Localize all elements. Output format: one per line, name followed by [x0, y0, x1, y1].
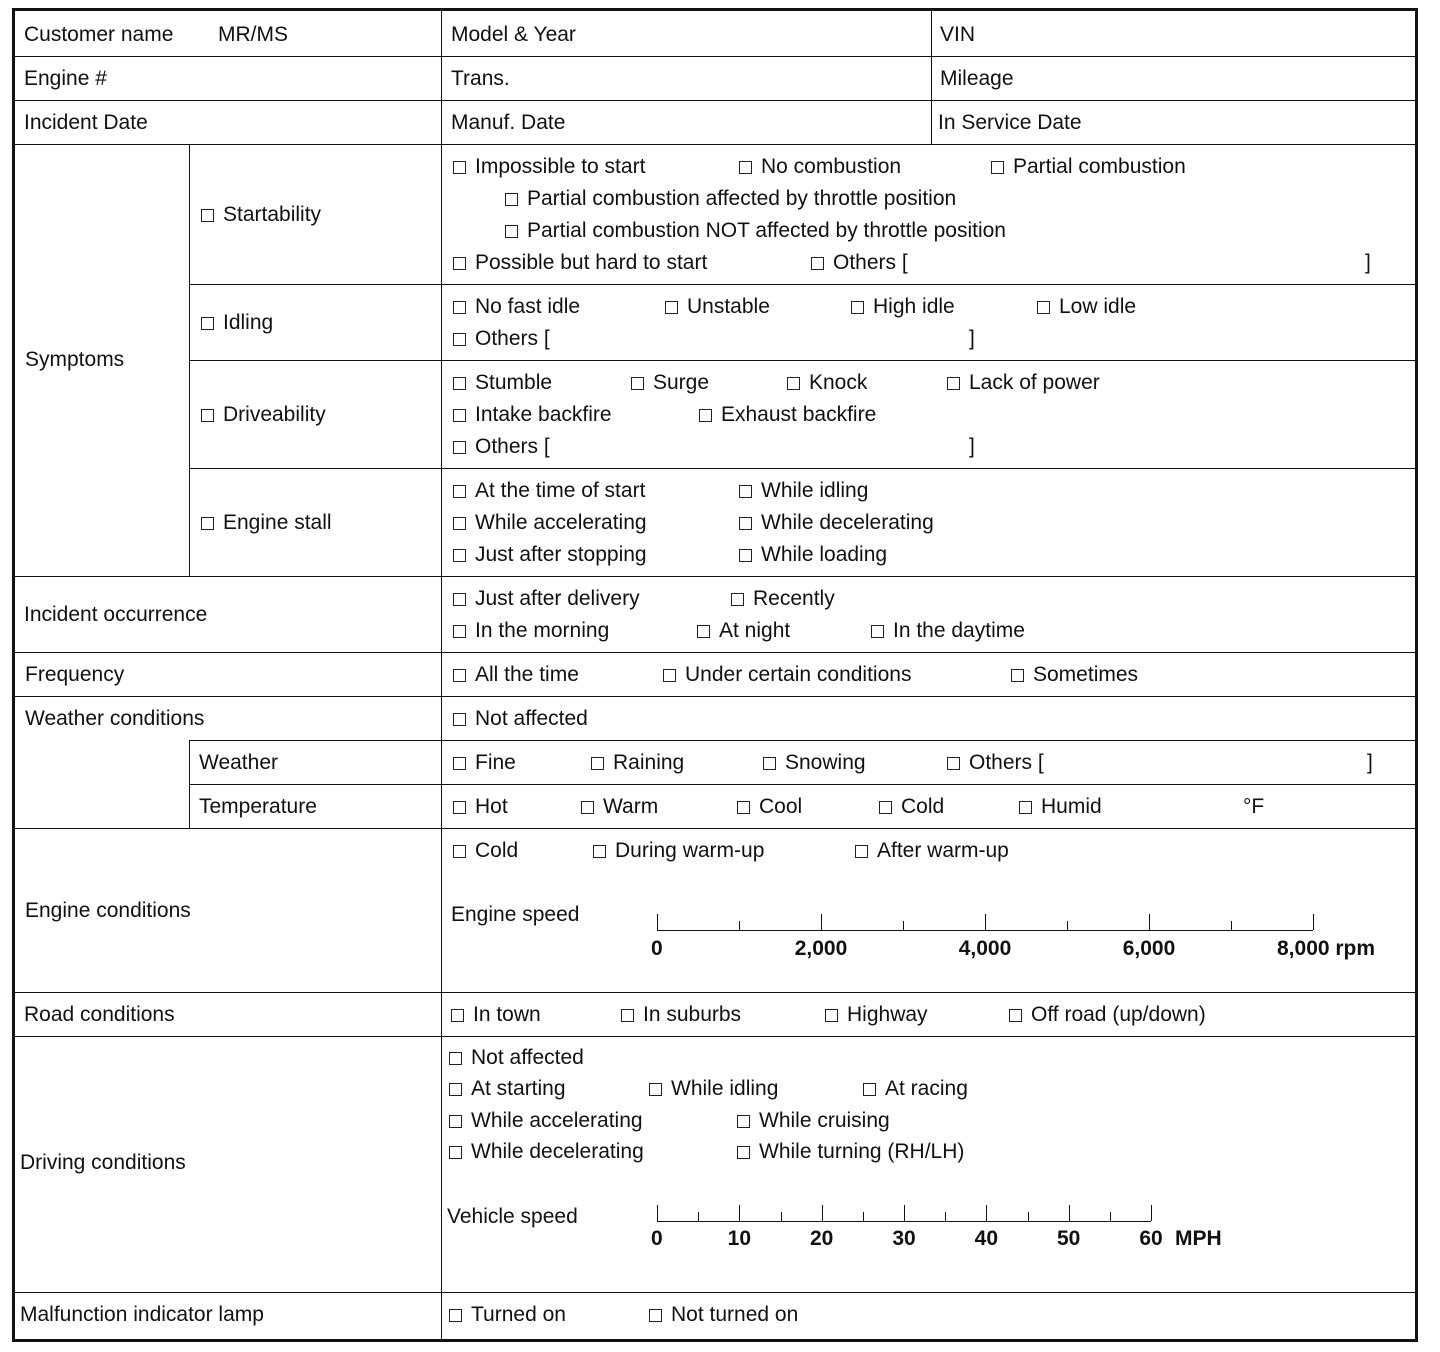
- mileage-label: Mileage: [940, 67, 1014, 90]
- checkbox-icon: [453, 301, 466, 314]
- temperature-unit: °F: [1243, 795, 1265, 818]
- checkbox-icon: [621, 1009, 634, 1022]
- option-checkbox[interactable]: High idle: [851, 295, 955, 319]
- option-checkbox[interactable]: Cool: [737, 795, 802, 819]
- scale-tick-label: 30: [892, 1227, 916, 1250]
- option-checkbox[interactable]: Just after delivery: [453, 587, 640, 611]
- driving-conditions-label: Driving conditions: [20, 1151, 186, 1174]
- row-divider: [15, 652, 1418, 653]
- checkbox-icon: [855, 845, 868, 858]
- row-divider: [15, 576, 1418, 577]
- checkbox-icon: [453, 549, 466, 562]
- vehicle-speed-label: Vehicle speed: [447, 1205, 578, 1228]
- option-checkbox[interactable]: While loading: [739, 543, 887, 567]
- option-checkbox[interactable]: Humid: [1019, 795, 1102, 819]
- scale-major-tick: [904, 1205, 905, 1221]
- model-year-label: Model & Year: [451, 23, 576, 46]
- scale-major-tick: [1149, 914, 1150, 930]
- option-checkbox[interactable]: Fine: [453, 751, 516, 775]
- option-checkbox[interactable]: At night: [697, 619, 790, 643]
- option-checkbox[interactable]: Lack of power: [947, 371, 1100, 395]
- checkbox-icon: [201, 517, 214, 530]
- scale-axis-line: [657, 1221, 1151, 1222]
- checkbox-icon: [731, 593, 744, 606]
- option-checkbox[interactable]: No combustion: [739, 155, 901, 179]
- option-checkbox[interactable]: While turning (RH/LH): [737, 1140, 964, 1164]
- row-divider: [15, 1036, 1418, 1037]
- checkbox-icon: [879, 801, 892, 814]
- checkbox-icon: [453, 713, 466, 726]
- scale-tick-label: 0: [651, 937, 663, 960]
- checkbox-icon: [453, 377, 466, 390]
- checkbox-icon: [453, 801, 466, 814]
- others-checkbox[interactable]: Others [: [453, 435, 550, 459]
- option-checkbox[interactable]: At starting: [449, 1077, 566, 1101]
- checkbox-icon: [739, 485, 752, 498]
- row-divider: [15, 56, 1418, 57]
- checkbox-icon: [811, 257, 824, 270]
- option-checkbox[interactable]: Unstable: [665, 295, 770, 319]
- option-checkbox[interactable]: While accelerating: [449, 1109, 643, 1133]
- checkbox-icon: [453, 669, 466, 682]
- option-checkbox[interactable]: After warm-up: [855, 839, 1009, 863]
- checkbox-icon: [863, 1083, 876, 1096]
- weather-conditions-label: Weather conditions: [25, 707, 205, 730]
- vin-label: VIN: [940, 23, 976, 46]
- option-checkbox[interactable]: Not turned on: [649, 1303, 798, 1327]
- checkbox-icon: [763, 757, 776, 770]
- close-bracket: ]: [1365, 251, 1371, 274]
- scale-minor-tick: [739, 921, 740, 930]
- scale-major-tick: [1069, 1205, 1070, 1221]
- scale-minor-tick: [903, 921, 904, 930]
- diagnostic-worksheet: [12, 8, 1418, 1342]
- checkbox-icon: [739, 161, 752, 174]
- checkbox-icon: [449, 1115, 462, 1128]
- option-checkbox[interactable]: While accelerating: [453, 511, 647, 535]
- idling-checkbox[interactable]: Idling: [201, 311, 273, 335]
- trans-label: Trans.: [451, 67, 510, 90]
- option-checkbox[interactable]: Stumble: [453, 371, 552, 395]
- row-divider: [189, 284, 1418, 285]
- scale-minor-tick: [1231, 921, 1232, 930]
- checkbox-icon: [991, 161, 1004, 174]
- scale-major-tick: [986, 1205, 987, 1221]
- option-checkbox[interactable]: Recently: [731, 587, 835, 611]
- checkbox-icon: [649, 1309, 662, 1322]
- scale-minor-tick: [781, 1212, 782, 1221]
- column-divider: [441, 11, 442, 1342]
- option-checkbox[interactable]: Warm: [581, 795, 658, 819]
- checkbox-icon: [1019, 801, 1032, 814]
- checkbox-icon: [453, 625, 466, 638]
- scale-major-tick: [822, 1205, 823, 1221]
- checkbox-icon: [737, 1146, 750, 1159]
- option-checkbox[interactable]: At racing: [863, 1077, 968, 1101]
- checkbox-icon: [825, 1009, 838, 1022]
- option-checkbox[interactable]: Intake backfire: [453, 403, 612, 427]
- scale-minor-tick: [863, 1212, 864, 1221]
- row-divider: [189, 740, 1418, 741]
- scale-major-tick: [657, 1205, 658, 1221]
- engine-number-label: Engine #: [24, 67, 107, 90]
- manuf-date-label: Manuf. Date: [451, 111, 566, 134]
- scale-tick-label: 20: [809, 1227, 834, 1250]
- option-checkbox[interactable]: Off road (up/down): [1009, 1003, 1206, 1027]
- option-checkbox[interactable]: Raining: [591, 751, 684, 775]
- option-checkbox[interactable]: In the morning: [453, 619, 609, 643]
- scale-unit-label: MPH: [1175, 1227, 1222, 1250]
- checkbox-icon: [453, 441, 466, 454]
- checkbox-icon: [851, 301, 864, 314]
- option-checkbox[interactable]: All the time: [453, 663, 579, 687]
- checkbox-icon: [665, 301, 678, 314]
- road-conditions-label: Road conditions: [24, 1003, 175, 1026]
- option-checkbox[interactable]: Low idle: [1037, 295, 1136, 319]
- option-checkbox[interactable]: Partial combustion: [991, 155, 1186, 179]
- checkbox-icon: [871, 625, 884, 638]
- not-affected-checkbox[interactable]: Not affected: [453, 707, 588, 731]
- row-divider: [15, 1292, 1418, 1293]
- option-checkbox[interactable]: Impossible to start: [453, 155, 645, 179]
- in-service-date-label: In Service Date: [938, 111, 1082, 134]
- option-checkbox[interactable]: Sometimes: [1011, 663, 1138, 687]
- option-checkbox[interactable]: Under certain conditions: [663, 663, 911, 687]
- row-divider: [15, 144, 1418, 145]
- option-checkbox[interactable]: While decelerating: [449, 1140, 644, 1164]
- engine-stall-checkbox[interactable]: Engine stall: [201, 511, 332, 535]
- scale-minor-tick: [1110, 1212, 1111, 1221]
- option-checkbox[interactable]: No fast idle: [453, 295, 580, 319]
- option-checkbox[interactable]: During warm-up: [593, 839, 764, 863]
- checkbox-icon: [581, 801, 594, 814]
- scale-major-tick: [1313, 914, 1314, 930]
- checkbox-icon: [663, 669, 676, 682]
- checkbox-icon: [739, 517, 752, 530]
- scale-major-tick: [657, 914, 658, 930]
- incident-occurrence-label: Incident occurrence: [24, 603, 208, 626]
- close-bracket: ]: [969, 327, 975, 350]
- checkbox-icon: [449, 1146, 462, 1159]
- option-checkbox[interactable]: Partial combustion affected by throttle position: [505, 187, 956, 211]
- incident-date-label: Incident Date: [24, 111, 148, 134]
- row-divider: [15, 828, 1418, 829]
- scale-axis-line: [657, 930, 1313, 931]
- row-divider: [15, 100, 1418, 101]
- checkbox-icon: [505, 225, 518, 238]
- scale-tick-label: 2,000: [794, 937, 848, 960]
- close-bracket: ]: [1367, 751, 1373, 774]
- column-divider: [931, 11, 932, 144]
- checkbox-icon: [453, 593, 466, 606]
- row-divider: [15, 696, 1418, 697]
- checkbox-icon: [451, 1009, 464, 1022]
- checkbox-icon: [453, 845, 466, 858]
- option-checkbox[interactable]: Surge: [631, 371, 709, 395]
- option-checkbox[interactable]: Highway: [825, 1003, 928, 1027]
- checkbox-icon: [453, 409, 466, 422]
- checkbox-icon: [593, 845, 606, 858]
- scale-major-tick: [821, 914, 822, 930]
- scale-tick-label: 0: [651, 1227, 663, 1250]
- startability-checkbox[interactable]: Startability: [201, 203, 321, 227]
- checkbox-icon: [947, 757, 960, 770]
- customer-name-label: Customer name: [24, 23, 174, 46]
- temperature-label: Temperature: [199, 795, 317, 818]
- option-checkbox[interactable]: While cruising: [737, 1109, 890, 1133]
- option-checkbox[interactable]: Exhaust backfire: [699, 403, 876, 427]
- option-checkbox[interactable]: In town: [451, 1003, 541, 1027]
- checkbox-icon: [201, 317, 214, 330]
- symptoms-label: Symptoms: [25, 348, 125, 371]
- scale-tick-label: 8,000 rpm: [1277, 937, 1376, 960]
- checkbox-icon: [453, 757, 466, 770]
- row-divider: [189, 468, 1418, 469]
- option-checkbox[interactable]: Just after stopping: [453, 543, 647, 567]
- checkbox-icon: [787, 377, 800, 390]
- checkbox-icon: [453, 517, 466, 530]
- checkbox-icon: [201, 409, 214, 422]
- scale-minor-tick: [1067, 921, 1068, 930]
- checkbox-icon: [739, 549, 752, 562]
- option-checkbox[interactable]: Not affected: [449, 1046, 584, 1070]
- scale-tick-label: 4,000: [958, 937, 1012, 960]
- option-checkbox[interactable]: While idling: [739, 479, 868, 503]
- checkbox-icon: [453, 333, 466, 346]
- mr-ms-label: MR/MS: [218, 23, 288, 46]
- checkbox-icon: [449, 1309, 462, 1322]
- option-checkbox[interactable]: While decelerating: [739, 511, 934, 535]
- column-divider: [189, 740, 190, 828]
- engine-conditions-label: Engine conditions: [25, 899, 191, 922]
- checkbox-icon: [449, 1083, 462, 1096]
- scale-minor-tick: [945, 1212, 946, 1221]
- close-bracket: ]: [969, 435, 975, 458]
- scale-major-tick: [985, 914, 986, 930]
- scale-tick-label: 40: [974, 1227, 999, 1250]
- others-checkbox[interactable]: Others [: [453, 327, 550, 351]
- option-checkbox[interactable]: Hot: [453, 795, 508, 819]
- scale-tick-label: 6,000: [1122, 937, 1176, 960]
- column-divider: [189, 144, 190, 576]
- option-checkbox[interactable]: Snowing: [763, 751, 866, 775]
- scale-major-tick: [739, 1205, 740, 1221]
- option-checkbox[interactable]: Partial combustion NOT affected by throttle position: [505, 219, 1006, 243]
- others-checkbox[interactable]: Others [: [811, 251, 908, 275]
- weather-label: Weather: [199, 751, 278, 774]
- checkbox-icon: [449, 1052, 462, 1065]
- checkbox-icon: [631, 377, 644, 390]
- checkbox-icon: [699, 409, 712, 422]
- checkbox-icon: [591, 757, 604, 770]
- option-checkbox[interactable]: In suburbs: [621, 1003, 741, 1027]
- scale-tick-label: 10: [727, 1227, 752, 1250]
- option-checkbox[interactable]: Cold: [453, 839, 518, 863]
- checkbox-icon: [453, 257, 466, 270]
- option-checkbox[interactable]: At the time of start: [453, 479, 645, 503]
- option-checkbox[interactable]: Cold: [879, 795, 944, 819]
- option-checkbox[interactable]: While idling: [649, 1077, 778, 1101]
- others-checkbox[interactable]: Others [: [947, 751, 1044, 775]
- checkbox-icon: [453, 161, 466, 174]
- checkbox-icon: [947, 377, 960, 390]
- scale-major-tick: [1151, 1205, 1152, 1221]
- option-checkbox[interactable]: Possible but hard to start: [453, 251, 707, 275]
- scale-tick-label: 50: [1056, 1227, 1081, 1250]
- row-divider: [189, 784, 1418, 785]
- engine-speed-label: Engine speed: [451, 903, 580, 926]
- option-checkbox[interactable]: Knock: [787, 371, 867, 395]
- option-checkbox[interactable]: In the daytime: [871, 619, 1025, 643]
- scale-minor-tick: [1028, 1212, 1029, 1221]
- checkbox-icon: [505, 193, 518, 206]
- checkbox-icon: [1011, 669, 1024, 682]
- checkbox-icon: [697, 625, 710, 638]
- checkbox-icon: [737, 801, 750, 814]
- checkbox-icon: [453, 485, 466, 498]
- checkbox-icon: [1009, 1009, 1022, 1022]
- option-checkbox[interactable]: Turned on: [449, 1303, 566, 1327]
- checkbox-icon: [201, 209, 214, 222]
- driveability-checkbox[interactable]: Driveability: [201, 403, 326, 427]
- row-divider: [15, 992, 1418, 993]
- mil-label: Malfunction indicator lamp: [20, 1303, 264, 1326]
- checkbox-icon: [1037, 301, 1050, 314]
- row-divider: [189, 360, 1418, 361]
- checkbox-icon: [649, 1083, 662, 1096]
- scale-tick-label: 60: [1139, 1227, 1163, 1250]
- scale-minor-tick: [698, 1212, 699, 1221]
- frequency-label: Frequency: [25, 663, 125, 686]
- checkbox-icon: [737, 1115, 750, 1128]
